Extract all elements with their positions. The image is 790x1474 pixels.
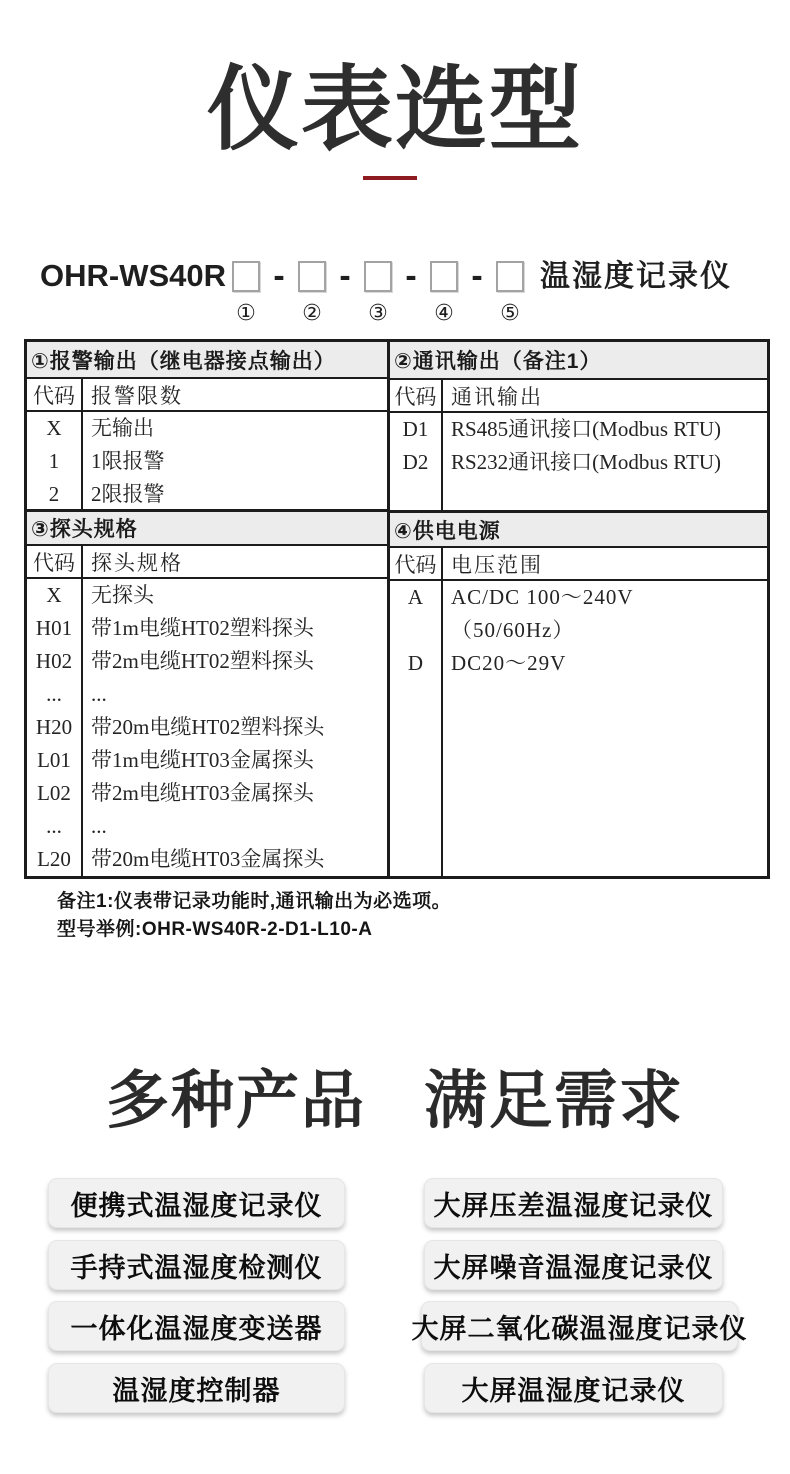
model-slot-2: [298, 257, 364, 326]
section2-code: D2: [402, 450, 429, 474]
section1-desc: 1限报警: [91, 448, 165, 473]
section1-header: ①报警输出（继电器接点输出）: [27, 342, 387, 379]
model-marker-5: ⑤: [500, 300, 520, 325]
section1-desc: 2限报警: [91, 481, 165, 506]
section3-header: ③探头规格: [27, 509, 387, 547]
section3-code: H20: [35, 715, 73, 740]
section3-code: H02: [35, 649, 73, 674]
section2-header: ②通讯输出（备注1）: [390, 342, 767, 380]
product-button-handheld-detector[interactable]: 手持式温湿度检测仪: [48, 1240, 345, 1290]
selection-table: [24, 339, 770, 879]
section4-desc: （50/60Hz）: [451, 618, 575, 642]
section1-body: [27, 412, 387, 509]
products-heading: [0, 1050, 790, 1141]
section1-code: 1: [48, 448, 60, 473]
section4-code: D: [407, 651, 424, 675]
section3-desc: 无探头: [91, 583, 154, 608]
model-dash: -: [339, 257, 351, 295]
model-prefix: OHR-WS40R: [40, 258, 227, 293]
product-button-bigscreen-recorder[interactable]: 大屏温湿度记录仪: [424, 1363, 723, 1413]
section3-code: X: [46, 583, 62, 608]
model-code-diagram: [40, 257, 732, 326]
section3-desc: 带2m电缆HT02塑料探头: [91, 649, 314, 674]
model-slot-3: [364, 257, 430, 326]
model-marker-3: ③: [368, 300, 388, 325]
section3-desc: 带2m电缆HT03金属探头: [91, 781, 314, 806]
note-remark: 备注1:仪表带记录功能时,通讯输出为必选项。: [57, 891, 452, 912]
note-model-example: 型号举例:OHR-WS40R-2-D1-L10-A: [57, 919, 373, 940]
section3-code: L01: [37, 748, 71, 773]
section4-code: A: [407, 585, 424, 609]
section4-desc: AC/DC 100～240V: [451, 585, 634, 609]
section3-code: L02: [37, 781, 71, 806]
section4-body: [390, 581, 767, 876]
section1-desc-header: 报警限数: [91, 383, 183, 408]
product-button-humiture-controller[interactable]: 温湿度控制器: [48, 1363, 345, 1413]
model-marker-4: ④: [434, 300, 454, 325]
section2-code-header: 代码: [390, 380, 443, 411]
section4-header: ④供电电源: [390, 510, 767, 548]
section3-code: ...: [46, 814, 62, 839]
section1-code: 2: [48, 481, 60, 506]
section4-desc: DC20～29V: [451, 651, 567, 675]
products-heading-part2: 满足需求: [424, 1066, 684, 1136]
section3-body: [27, 579, 387, 876]
section3-desc: 带20m电缆HT03金属探头: [91, 847, 325, 872]
section3-desc: ...: [91, 814, 107, 839]
section1-code-header: 代码: [27, 379, 83, 410]
model-dash: -: [471, 257, 483, 295]
model-option-box-5: [496, 261, 524, 292]
section4-code: [390, 614, 441, 647]
model-option-box-3: [364, 261, 392, 292]
section4-subheader: [390, 548, 767, 581]
table-notes: [57, 888, 451, 944]
section2-body: [390, 413, 767, 510]
model-slot-4: [430, 257, 496, 326]
section2-code: D1: [402, 417, 429, 441]
section1-code: X: [46, 415, 62, 440]
section3-code: L20: [37, 847, 71, 872]
product-button-bigscreen-co2-recorder[interactable]: 大屏二氧化碳温湿度记录仪: [421, 1301, 738, 1351]
section2-subheader: [390, 380, 767, 413]
products-heading-part1: 多种产品: [106, 1066, 366, 1136]
model-slot-1: [232, 257, 298, 326]
product-button-portable-recorder[interactable]: 便携式温湿度记录仪: [48, 1178, 345, 1228]
section3-code-header: 代码: [27, 546, 83, 577]
section3-desc-header: 探头规格: [91, 550, 183, 575]
section3-desc: ...: [91, 682, 107, 707]
table-right-half: [390, 342, 767, 876]
model-marker-1: ①: [236, 300, 256, 325]
model-product-name: 温湿度记录仪: [540, 260, 733, 293]
model-slot-5: [496, 257, 524, 326]
section1-subheader: [27, 379, 387, 412]
model-option-box-1: [232, 261, 260, 292]
model-option-box-2: [298, 261, 326, 292]
section3-desc: 带1m电缆HT02塑料探头: [91, 616, 314, 641]
section3-desc: 带1m电缆HT03金属探头: [91, 748, 314, 773]
section3-code: H01: [35, 616, 73, 641]
section2-desc: RS232通讯接口(Modbus RTU): [451, 450, 722, 474]
section3-subheader: [27, 546, 387, 579]
title-underline-accent: [363, 176, 417, 180]
table-left-half: [27, 342, 390, 876]
section1-desc: 无输出: [91, 415, 154, 440]
model-option-box-4: [430, 261, 458, 292]
section2-desc: RS485通讯接口(Modbus RTU): [451, 417, 722, 441]
page-title: 仪表选型: [206, 59, 583, 161]
model-marker-2: ②: [302, 300, 322, 325]
section4-desc-header: 电压范围: [451, 552, 543, 577]
section3-code: ...: [46, 682, 62, 707]
product-button-bigscreen-noise-recorder[interactable]: 大屏噪音温湿度记录仪: [424, 1240, 723, 1290]
model-dash: -: [273, 257, 285, 295]
section4-code-header: 代码: [390, 548, 443, 579]
product-button-integrated-transmitter[interactable]: 一体化温湿度变送器: [48, 1301, 345, 1351]
section3-desc: 带20m电缆HT02塑料探头: [91, 715, 325, 740]
product-button-bigscreen-pressure-recorder[interactable]: 大屏压差温湿度记录仪: [424, 1178, 723, 1228]
section2-desc-header: 通讯输出: [451, 384, 543, 409]
model-dash: -: [405, 257, 417, 295]
